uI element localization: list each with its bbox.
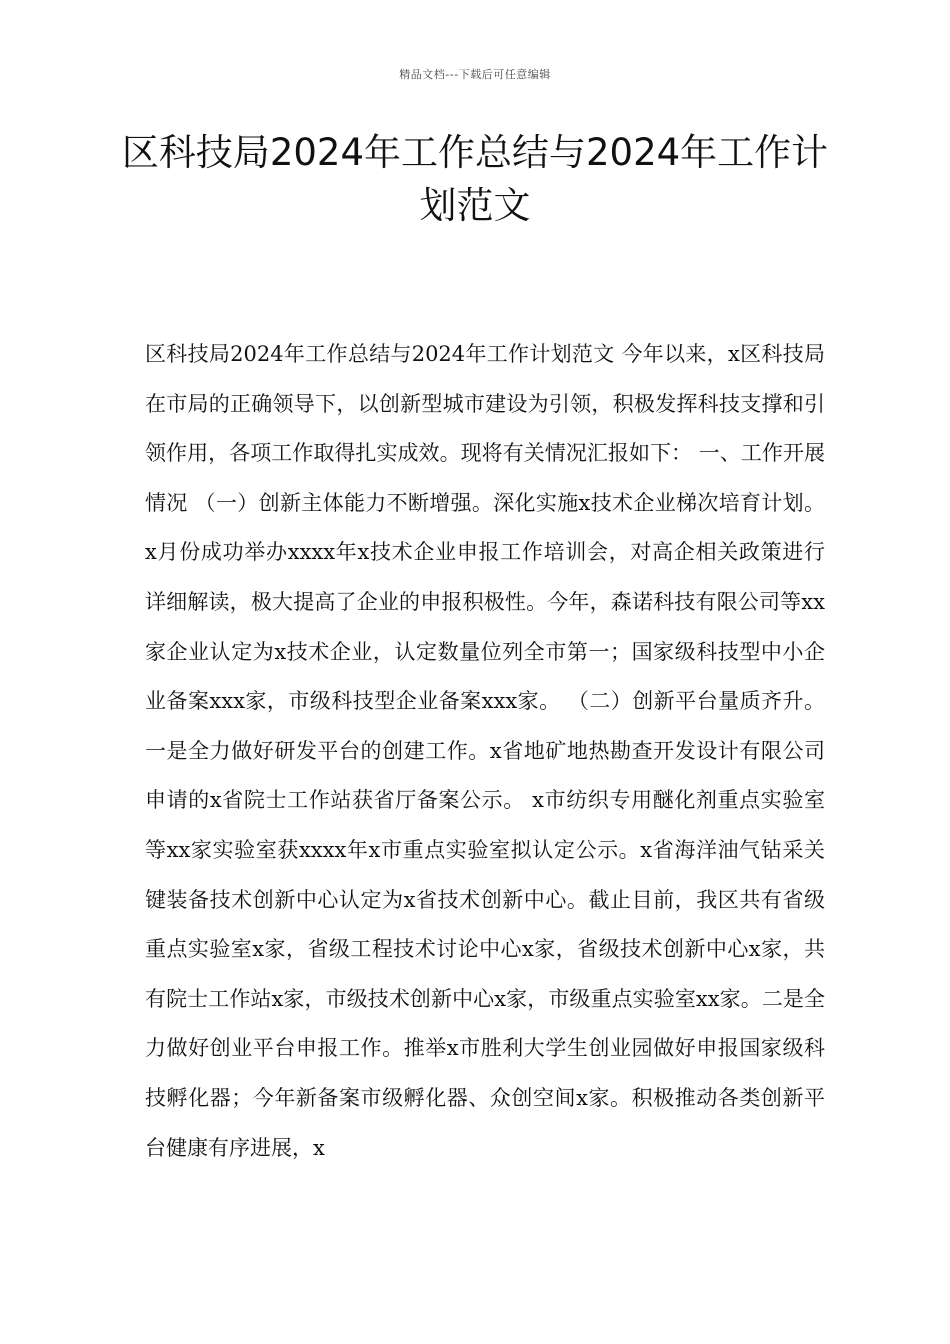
document-body [145,330,825,1173]
header-note: 精品文档---下载后可任意编辑 [399,68,551,81]
body-paragraph: 区科技局2024年工作总结与2024年工作计划范文 今年以来，x区科技局在市局的正确领导下，以创新型城市建设为引领，积极发挥科技支撑和引领作用，各项工作取得扎实成效。现将有关情况汇报如下： 一、工作开展情况 （一）创新主体能力不断增强。深化实施x技术企业梯次培育计划。x月份成功举办xxxx年x技术企业申报工作培训会，对高企相关政策进行详细解读，极大提高了企业的申报积极性。今年，森诺科技有限公司等xx家企业认定为x技术企业，认定数量位列全市第一；国家级科技型中小企业备案xxx家，市级科技型企业备案xxx家。 （二）创新平台量质齐升。一是全力做好研发平台的创建工作。x省地矿地热勘查开发设计有限公司申请的x省院士工作站获省厅备案公示。 x市纺织专用醚化剂重点实验室 等xx家实验室获xxxx年x市重点实验室拟认定公示。x省海洋油气钻采关键装备技术创新中心认定为x省技术创新中心。截止目前，我区共有省级重点实验室x家，省级工程技术讨论中心x家，省级技术创新中心x家，共有院士工作站x家，市级技术创新中心x家，市级重点实验室xx家。二是全力做好创业平台申报工作。推举x市胜利大学生创业园做好申报国家级科技孵化器；今年新备案市级孵化器、众创空间x家。积极推动各类创新平台健康有序进展，x [145,342,825,1160]
document-title: 区科技局2024年工作总结与2024年工作计划范文 [121,131,829,227]
